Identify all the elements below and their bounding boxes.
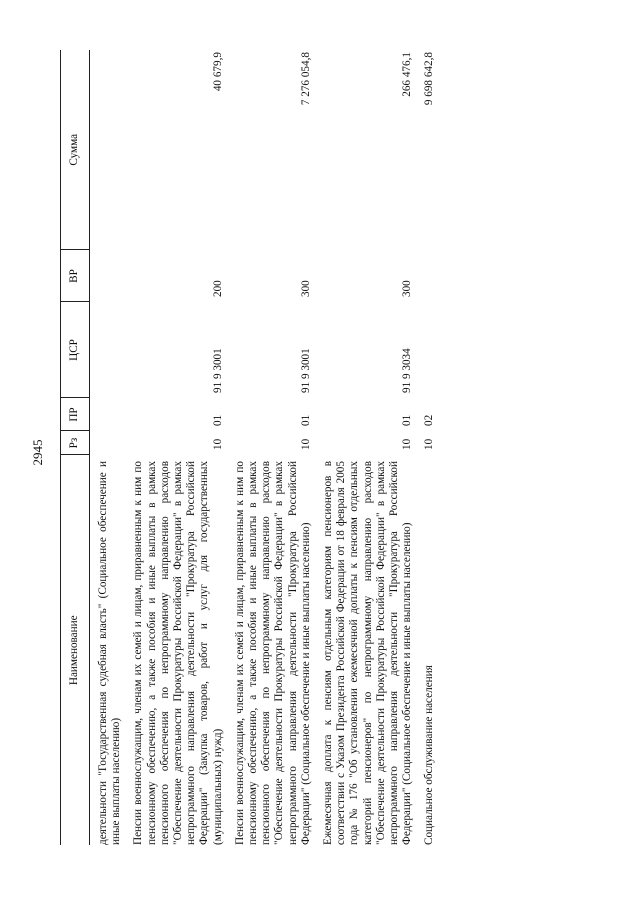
header-rz: Рз	[61, 431, 90, 455]
header-vr: ВР	[61, 250, 90, 302]
table-row	[227, 50, 315, 845]
table-row	[90, 50, 126, 845]
row-rz: 10	[401, 438, 414, 450]
row-name: деятельности "Государственная судебная власть" (Социальное обеспечение и иные выплаты населению)	[97, 461, 123, 845]
header-csr: ЦСР	[61, 302, 90, 398]
header-name: Наименование	[61, 455, 90, 845]
row-vr	[416, 250, 439, 302]
row-sum: 7 276 054,8	[299, 52, 312, 106]
row-csr: 91 9 3001	[211, 348, 224, 393]
row-rz: 10	[211, 438, 224, 450]
row-vr: 300	[401, 280, 414, 297]
row-pr: 02	[423, 414, 436, 426]
row-rz: 10	[299, 438, 312, 450]
row-csr: 91 9 3001	[299, 348, 312, 393]
row-name: Социальное обслуживание населения	[423, 665, 436, 845]
row-csr	[416, 302, 439, 398]
row-vr: 300	[299, 280, 312, 297]
row-vr: 200	[211, 280, 224, 297]
table-row	[315, 50, 416, 845]
row-pr: 01	[401, 414, 414, 426]
row-sum: 40 679,9	[211, 52, 224, 92]
header-pr: ПР	[61, 398, 90, 431]
row-pr: 01	[211, 414, 224, 426]
row-csr: 91 9 3034	[401, 348, 414, 393]
row-sum: 266 476,1	[401, 52, 414, 97]
row-pr: 01	[299, 414, 312, 426]
row-csr	[90, 302, 126, 398]
page-number: 2945	[30, 439, 45, 466]
row-rz	[90, 431, 126, 455]
row-vr	[90, 250, 126, 302]
header-sum: Сумма	[61, 50, 90, 250]
row-name: Ежемесячная доплата к пенсиям отдельным категориям пенсионеров в соответствии с Указом Президента Российской Федерации от 18 февраля 2005 года № 176 "Об установлении ежемесячной доплаты к пенсиям отдельных категорий пенсионеров" по непрограммному направлению расходов "Обеспечение деятельности Прокуратуры Российской Федерации" в рамках непрограммного направления деятельности "Прокуратура Российской Федерации" (Социальное обеспечение и иные выплаты населению)	[322, 461, 414, 845]
table-row	[125, 50, 226, 845]
row-name: Пенсии военнослужащим, членам их семей и лицам, приравненным к ним по пенсионному обеспечению, а также пособия и иные выплаты в рамках пенсионного обеспечения по непрограммному направлению расходов "Обеспечение деятельности Прокуратуры Российской Федерации" в рамках непрограммного направления деятельности "Прокуратура Российской Федерации" (Закупка товаров, работ и услуг для государственных (муниципальных) нужд)	[132, 461, 224, 845]
row-rz: 10	[423, 438, 436, 450]
table-header-row	[61, 50, 90, 845]
row-sum: 9 698 642,8	[423, 52, 436, 106]
row-name: Пенсии военнослужащим, членам их семей и лицам, приравненным к ним по пенсионному обеспечению, а также пособия и иные выплаты в рамках пенсионного обеспечения по непрограммному направлению расходов "Обеспечение деятельности Прокуратуры Российской Федерации" в рамках непрограммного направления деятельности "Прокуратура Российской Федерации" (Социальное обеспечение и иные выплаты населению)	[233, 461, 312, 845]
table-row	[416, 50, 439, 845]
row-pr	[90, 398, 126, 431]
budget-table	[60, 50, 440, 845]
row-sum	[90, 50, 126, 250]
